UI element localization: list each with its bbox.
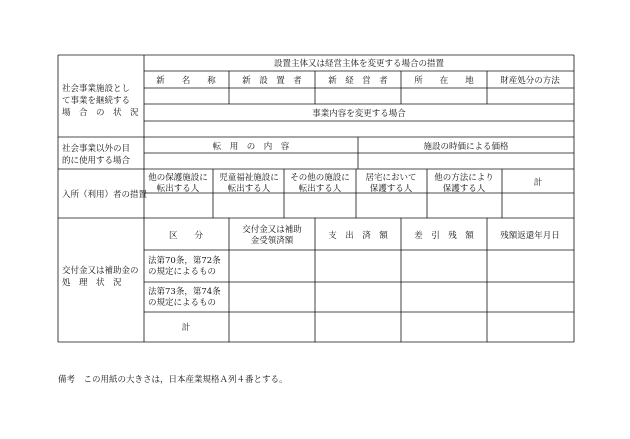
s2-col-transfer: 転 用 の 内 容 <box>212 142 290 152</box>
s3-col4-line1: 居宅において <box>365 173 417 183</box>
s3-col5-line2: 保護する人 <box>442 184 486 194</box>
s4-row1-line1: 法第70条，第72条 <box>148 256 221 266</box>
s3-col5-line1: 他の方法により <box>434 173 494 183</box>
s1-col-property: 財産処分の方法 <box>500 76 560 86</box>
s3-label: 入所（利用）者の措置 <box>62 190 148 200</box>
s3-col2-line2: 転出する人 <box>227 184 271 194</box>
s3-col1-line2: 転出する人 <box>156 184 200 194</box>
s1-change-caption: 事業内容を変更する場合 <box>312 109 406 119</box>
s4-row2-line2: の規定によるもの <box>148 298 217 308</box>
s4-row1-line2: の規定によるもの <box>148 267 217 277</box>
s2-col-value: 施設の時価による価格 <box>423 142 509 152</box>
s4-col-balance: 差 引 残 額 <box>414 231 474 241</box>
s4-label-line1: 交付金又は補助金の <box>62 266 139 276</box>
s3-col3-line1: その他の施設に <box>290 173 350 183</box>
s2-label-line1: 社会事業以外の目 <box>62 144 131 154</box>
footnote: 備考 この用紙の大きさは，日本産業規格Ａ列４番とする。 <box>58 375 288 385</box>
s2-label-line2: 的に使用する場合 <box>62 156 131 166</box>
s3-col2-line1: 児童福祉施設に <box>219 173 279 183</box>
s4-label-line2: 処 理 状 況 <box>62 278 122 288</box>
s1-col-location: 所 在 地 <box>414 76 474 86</box>
s3-col4-line2: 保護する人 <box>369 184 413 194</box>
s1-caption: 設置主体又は経営主体を変更する場合の措置 <box>273 59 445 69</box>
s1-col-new-founder: 新 設 置 者 <box>242 76 302 86</box>
s4-row2-line1: 法第73条，第74条 <box>148 287 221 297</box>
s3-col-total: 計 <box>533 178 543 188</box>
s4-col-amount-line1: 交付金又は補助 <box>242 225 302 235</box>
s1-col-new-name: 新 名 称 <box>156 76 216 86</box>
s1-label-line2: て事業を継続する <box>62 96 131 106</box>
s1-label-line3: 場 合 の 状 況 <box>62 108 139 118</box>
s4-row-total: 計 <box>181 323 191 333</box>
s1-label-line1: 社会事業施設とし <box>62 84 131 94</box>
s4-col-paid: 支 出 済 額 <box>328 231 388 241</box>
s1-col-new-manager: 新 経 営 者 <box>328 76 388 86</box>
s3-col3-line2: 転出する人 <box>298 184 342 194</box>
s4-col-refund: 残額返還年月日 <box>500 231 560 241</box>
s4-col-category: 区 分 <box>168 231 204 241</box>
s4-col-amount-line2: 金受領済額 <box>250 236 294 246</box>
s3-col1-line1: 他の保護施設に <box>148 173 208 183</box>
